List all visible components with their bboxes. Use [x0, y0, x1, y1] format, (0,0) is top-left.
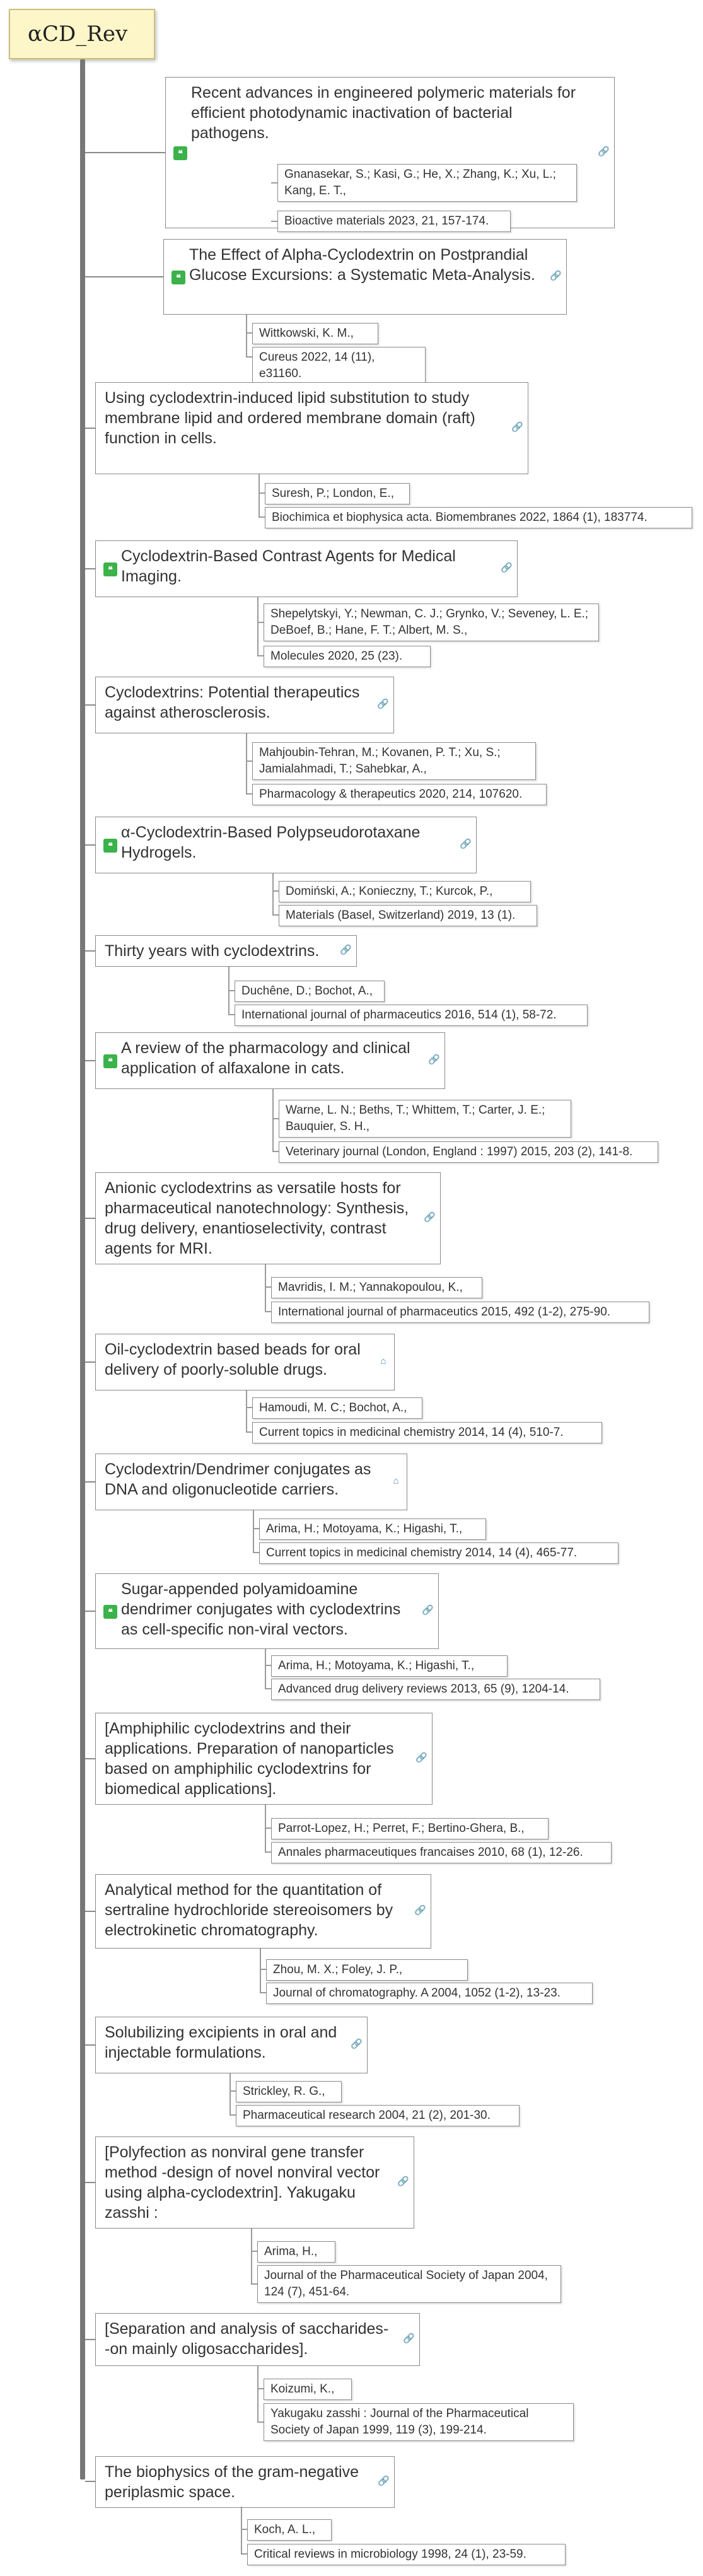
source-text: Molecules 2020, 25 (23). — [270, 650, 403, 663]
source-text: Journal of chromatography. A 2004, 1052 (1-2), 13-23. — [273, 1986, 561, 2000]
topic-title: A review of the pharmacology and clinical application of alfaxalone in cats. — [121, 1039, 410, 1077]
child-stub — [260, 1969, 266, 1970]
topic-node[interactable] — [95, 382, 528, 474]
topic-node[interactable] — [95, 2136, 414, 2229]
link-icon[interactable]: 🔗 — [428, 1054, 440, 1065]
child-stub — [271, 221, 277, 222]
child-stub — [260, 1992, 266, 1993]
topic-title: Cyclodextrin/Dendrimer conjugates as DNA and oligonucleotide carriers. — [105, 1460, 371, 1498]
authors-node[interactable] — [259, 1518, 486, 1540]
source-text: Biochimica et biophysica acta. Biomembranes 2022, 1864 (1), 183774. — [272, 511, 648, 524]
child-stub — [246, 356, 252, 358]
source-node[interactable] — [279, 905, 537, 926]
branch-connector — [85, 1611, 95, 1612]
child-stub — [257, 622, 264, 623]
source-node[interactable] — [252, 784, 547, 805]
child-connector — [229, 2073, 231, 2115]
authors-node[interactable] — [264, 2379, 352, 2400]
child-stub — [241, 2553, 247, 2555]
child-stub — [228, 1014, 235, 1015]
authors-node[interactable] — [277, 164, 577, 202]
source-text: Pharmacology & therapeutics 2020, 214, 107620. — [259, 788, 523, 801]
branch-connector — [85, 152, 165, 153]
topic-title: Recent advances in engineered polymeric materials for efficient photodynamic inactivation of bacterial pathogens. — [191, 84, 576, 142]
branch-connector — [85, 844, 95, 846]
child-connector — [257, 597, 259, 656]
source-node[interactable] — [264, 646, 431, 667]
note-icon[interactable]: ❝ — [103, 1054, 117, 1068]
link-icon[interactable]: 🔗 — [377, 699, 389, 709]
topic-node[interactable] — [95, 1334, 395, 1390]
child-connector — [246, 1390, 247, 1432]
link-icon[interactable]: 🔗 — [598, 146, 610, 157]
topic-node[interactable] — [95, 2456, 395, 2508]
link-icon[interactable]: 🔗 — [550, 271, 562, 281]
child-connector — [246, 733, 247, 794]
branch-connector — [85, 950, 95, 952]
authors-node[interactable] — [236, 2081, 342, 2102]
child-stub — [253, 1552, 259, 1553]
authors-text: Warne, L. N.; Beths, T.; Whittem, T.; Carter, J. E.; Bauquier, S. H., — [286, 1104, 545, 1133]
authors-node[interactable] — [271, 1277, 482, 1298]
authors-text: Gnanasekar, S.; Kasi, G.; He, X.; Zhang, K.; Xu, L.; Kang, E. T., — [284, 168, 556, 197]
authors-node[interactable] — [279, 881, 531, 902]
branch-connector — [85, 1911, 95, 1912]
topic-node[interactable] — [95, 817, 477, 873]
link-icon[interactable]: 🔗 — [397, 2176, 409, 2187]
child-stub — [265, 1311, 271, 1312]
topic-node[interactable] — [95, 1573, 439, 1649]
source-text: Current topics in medicinal chemistry 2014, 14 (4), 465-77. — [266, 1546, 578, 1559]
source-text: Current topics in medicinal chemistry 2014, 14 (4), 510-7. — [259, 1426, 564, 1439]
topic-node[interactable] — [95, 2017, 368, 2073]
source-text: Materials (Basel, Switzerland) 2019, 13 (1). — [286, 909, 516, 922]
authors-text: Arima, H., — [264, 2245, 318, 2258]
source-node[interactable] — [235, 1005, 588, 1026]
topic-node[interactable] — [95, 1713, 433, 1805]
topic-node[interactable] — [165, 77, 615, 228]
authors-node[interactable] — [265, 483, 410, 504]
child-stub — [246, 1407, 252, 1408]
topic-title: The Effect of Alpha-Cyclodextrin on Postprandial Glucose Excursions: a Systematic Meta-Analysis. — [189, 246, 535, 284]
child-stub — [259, 516, 265, 518]
source-node[interactable] — [277, 211, 511, 232]
child-stub — [246, 332, 252, 334]
authors-text: Arima, H.; Motoyama, K.; Higashi, T., — [278, 1659, 475, 1672]
source-text: International journal of pharmaceutics 2016, 514 (1), 58-72. — [241, 1008, 557, 1022]
child-stub — [246, 761, 252, 762]
topic-title: The biophysics of the gram-negative periplasmic space. — [105, 2463, 359, 2501]
authors-node[interactable] — [252, 742, 536, 780]
source-node[interactable] — [271, 1302, 649, 1323]
source-node[interactable] — [252, 347, 426, 385]
authors-node[interactable] — [252, 323, 378, 344]
link-icon[interactable]: 🔗 — [414, 1905, 426, 1916]
topic-node[interactable] — [95, 2313, 420, 2366]
root-topic[interactable]: αCD_Rev — [9, 9, 155, 59]
child-stub — [272, 890, 279, 892]
source-text: Yakugaku zasshi : Journal of the Pharmaceutical Society of Japan 1999, 119 (3), 199-214. — [270, 2407, 529, 2437]
topic-node[interactable] — [95, 935, 357, 967]
source-text: Cureus 2022, 14 (11), e31160. — [259, 351, 375, 380]
child-stub — [253, 1528, 259, 1529]
child-stub — [251, 2251, 257, 2252]
topic-node[interactable] — [95, 1032, 445, 1089]
source-text: Annales pharmaceutiques francaises 2010, 68 (1), 12-26. — [278, 1846, 583, 1859]
authors-text: Domiński, A.; Konieczny, T.; Kurcok, P., — [286, 885, 493, 898]
source-node[interactable] — [247, 2544, 566, 2565]
link-icon[interactable]: 🔗 — [351, 2039, 363, 2049]
child-connector — [246, 315, 247, 357]
authors-node[interactable] — [266, 1959, 468, 1981]
child-stub — [241, 2529, 247, 2530]
mindmap-spine — [80, 59, 85, 2480]
link-icon[interactable]: 🔗 — [340, 945, 352, 955]
topic-title: Sugar-appended polyamidoamine dendrimer conjugates with cyclodextrins as cell-specific non-viral vectors. — [121, 1580, 401, 1638]
branch-connector — [85, 1218, 95, 1219]
attachment-icon[interactable]: ⌂ — [380, 1356, 386, 1367]
authors-text: Zhou, M. X.; Foley, J. P., — [273, 1963, 403, 1976]
branch-connector — [85, 1060, 95, 1061]
source-node[interactable] — [259, 1542, 619, 1564]
topic-node[interactable] — [95, 1172, 441, 1264]
source-node[interactable] — [271, 1679, 600, 1700]
source-node[interactable] — [236, 2105, 520, 2126]
source-text: Veterinary journal (London, England : 1997) 2015, 203 (2), 141-8. — [286, 1145, 633, 1158]
child-stub — [265, 1827, 271, 1829]
topic-title: [Polyfection as nonviral gene transfer method -design of novel nonviral vector using alpha-cyclodextrin]. Yakugaku zasshi : — [105, 2143, 380, 2222]
topic-title: Cyclodextrin-Based Contrast Agents for Medical Imaging. — [121, 547, 456, 585]
child-connector — [265, 1649, 266, 1689]
source-node[interactable] — [265, 507, 692, 528]
child-stub — [257, 2422, 264, 2423]
child-connector — [272, 873, 274, 915]
branch-connector — [85, 1481, 95, 1483]
link-icon[interactable]: 🔗 — [415, 1752, 427, 1763]
source-node[interactable] — [266, 1983, 593, 2004]
child-connector — [272, 1089, 274, 1151]
authors-text: Mahjoubin-Tehran, M.; Kovanen, P. T.; Xu, S.; Jamialahmadi, T.; Sahebkar, A., — [259, 746, 501, 776]
link-icon[interactable]: 🔗 — [403, 2333, 415, 2344]
authors-text: Wittkowski, K. M., — [259, 327, 354, 340]
topic-title: Cyclodextrins: Potential therapeutics against atherosclerosis. — [105, 684, 360, 721]
source-text: Pharmaceutical research 2004, 21 (2), 201-30. — [243, 2109, 491, 2122]
topic-node[interactable] — [95, 1454, 407, 1510]
child-stub — [246, 793, 252, 795]
source-node[interactable] — [271, 1842, 612, 1863]
link-icon[interactable]: 🔗 — [460, 839, 472, 849]
branch-connector — [85, 428, 95, 429]
child-stub — [246, 1431, 252, 1433]
branch-connector — [85, 2182, 95, 2183]
source-node[interactable] — [279, 1141, 658, 1163]
child-stub — [265, 1851, 271, 1853]
topic-title: Anionic cyclodextrins as versatile hosts for pharmaceutical nanotechnology: Synthesis, drug delivery, enantioselectivity, contrast agents for MRI. — [105, 1179, 409, 1257]
authors-text: Shepelytskyi, Y.; Newman, C. J.; Grynko, V.; Seveney, L. E.; DeBoef, B.; Hane, F. T.; Albert, M. S., — [270, 607, 589, 637]
child-stub — [228, 990, 235, 991]
branch-connector — [85, 1361, 95, 1363]
source-text: Journal of the Pharmaceutical Society of Japan 2004, 124 (7), 451-64. — [264, 2269, 548, 2299]
source-node[interactable] — [257, 2265, 561, 2303]
topic-node[interactable] — [95, 1874, 431, 1949]
branch-connector — [85, 1758, 95, 1759]
authors-node[interactable] — [279, 1100, 571, 1138]
child-stub — [272, 1151, 279, 1152]
branch-connector — [85, 2339, 95, 2340]
topic-title: [Amphiphilic cyclodextrins and their applications. Preparation of nanoparticles based on amphiphilic cyclodextrins for biomedical applications]. — [105, 1720, 394, 1798]
topic-title: Oil-cyclodextrin based beads for oral delivery of poorly-soluble drugs. — [105, 1341, 361, 1378]
authors-text: Duchêne, D.; Bochot, A., — [241, 984, 373, 998]
child-stub — [259, 492, 265, 494]
child-stub — [251, 2283, 257, 2285]
child-stub — [257, 2388, 264, 2389]
authors-text: Suresh, P.; London, E., — [272, 487, 395, 500]
authors-text: Strickley, R. G., — [243, 2085, 325, 2098]
branch-connector — [85, 2044, 95, 2046]
child-stub — [229, 2090, 236, 2092]
child-stub — [229, 2114, 236, 2116]
child-connector — [253, 1510, 254, 1553]
authors-node[interactable] — [271, 1655, 508, 1677]
source-text: Bioactive materials 2023, 21, 157-174. — [284, 214, 489, 228]
branch-connector — [85, 276, 163, 277]
branch-connector — [85, 704, 95, 706]
authors-node[interactable] — [264, 603, 599, 641]
source-text: International journal of pharmaceutics 2015, 492 (1-2), 275-90. — [278, 1305, 611, 1319]
note-icon[interactable]: ❝ — [171, 271, 185, 284]
child-connector — [257, 2366, 259, 2422]
child-stub — [265, 1688, 271, 1689]
link-icon[interactable]: 🔗 — [501, 562, 513, 573]
authors-text: Mavridis, I. M.; Yannakopoulou, K., — [278, 1281, 463, 1294]
link-icon[interactable]: 🔗 — [378, 2476, 390, 2486]
authors-text: Koch, A. L., — [254, 2523, 316, 2536]
child-stub — [257, 655, 264, 656]
authors-text: Koizumi, K., — [270, 2382, 335, 2396]
note-icon[interactable]: ❝ — [103, 839, 117, 853]
note-icon[interactable]: ❝ — [103, 562, 117, 576]
authors-node[interactable] — [271, 1818, 549, 1839]
child-connector — [265, 1264, 266, 1312]
link-icon[interactable]: 🔗 — [511, 422, 523, 433]
source-text: Advanced drug delivery reviews 2013, 65 (9), 1204-14. — [278, 1682, 569, 1696]
child-stub — [272, 1118, 279, 1119]
source-node[interactable] — [264, 2403, 574, 2441]
topic-title: Using cyclodextrin-induced lipid substitution to study membrane lipid and ordered membrane domain (raft) function in cells. — [105, 389, 475, 447]
child-connector — [241, 2507, 242, 2554]
topic-title: Analytical method for the quantitation of sertraline hydrochloride stereoisomers by electrokinetic chromatography. — [105, 1881, 393, 1939]
topic-title: α-Cyclodextrin-Based Polypseudorotaxane Hydrogels. — [121, 824, 421, 861]
attachment-icon[interactable]: ⌂ — [393, 1476, 399, 1486]
source-node[interactable] — [252, 1422, 602, 1443]
authors-node[interactable] — [235, 981, 385, 1002]
topic-node[interactable] — [95, 677, 394, 733]
authors-text: Arima, H.; Motoyama, K.; Higashi, T., — [266, 1522, 463, 1536]
link-icon[interactable]: 🔗 — [422, 1605, 434, 1616]
child-connector — [259, 474, 260, 517]
child-stub — [271, 182, 277, 184]
authors-node[interactable] — [247, 2519, 332, 2541]
note-icon[interactable]: ❝ — [103, 1605, 117, 1619]
child-stub — [265, 1286, 271, 1288]
child-connector — [260, 1949, 261, 1993]
source-text: Critical reviews in microbiology 1998, 24 (1), 23-59. — [254, 2548, 526, 2561]
authors-text: Hamoudi, M. C.; Bochot, A., — [259, 1401, 407, 1414]
authors-node[interactable] — [252, 1397, 422, 1419]
topic-node[interactable] — [95, 540, 518, 597]
topic-node[interactable] — [163, 239, 567, 315]
branch-connector — [85, 568, 95, 569]
child-stub — [265, 1665, 271, 1666]
child-stub — [272, 914, 279, 916]
authors-text: Parrot-Lopez, H.; Perret, F.; Bertino-Ghera, B., — [278, 1822, 525, 1835]
link-icon[interactable]: 🔗 — [424, 1212, 436, 1223]
child-connector — [251, 2229, 252, 2284]
topic-title: [Separation and analysis of saccharides--on mainly oligosaccharides]. — [105, 2320, 389, 2358]
topic-title: Solubilizing excipients in oral and injectable formulations. — [105, 2024, 337, 2061]
authors-node[interactable] — [257, 2241, 335, 2263]
topic-title: Thirty years with cyclodextrins. — [105, 942, 320, 960]
branch-connector — [85, 2481, 95, 2482]
note-icon[interactable]: ❝ — [173, 146, 187, 160]
